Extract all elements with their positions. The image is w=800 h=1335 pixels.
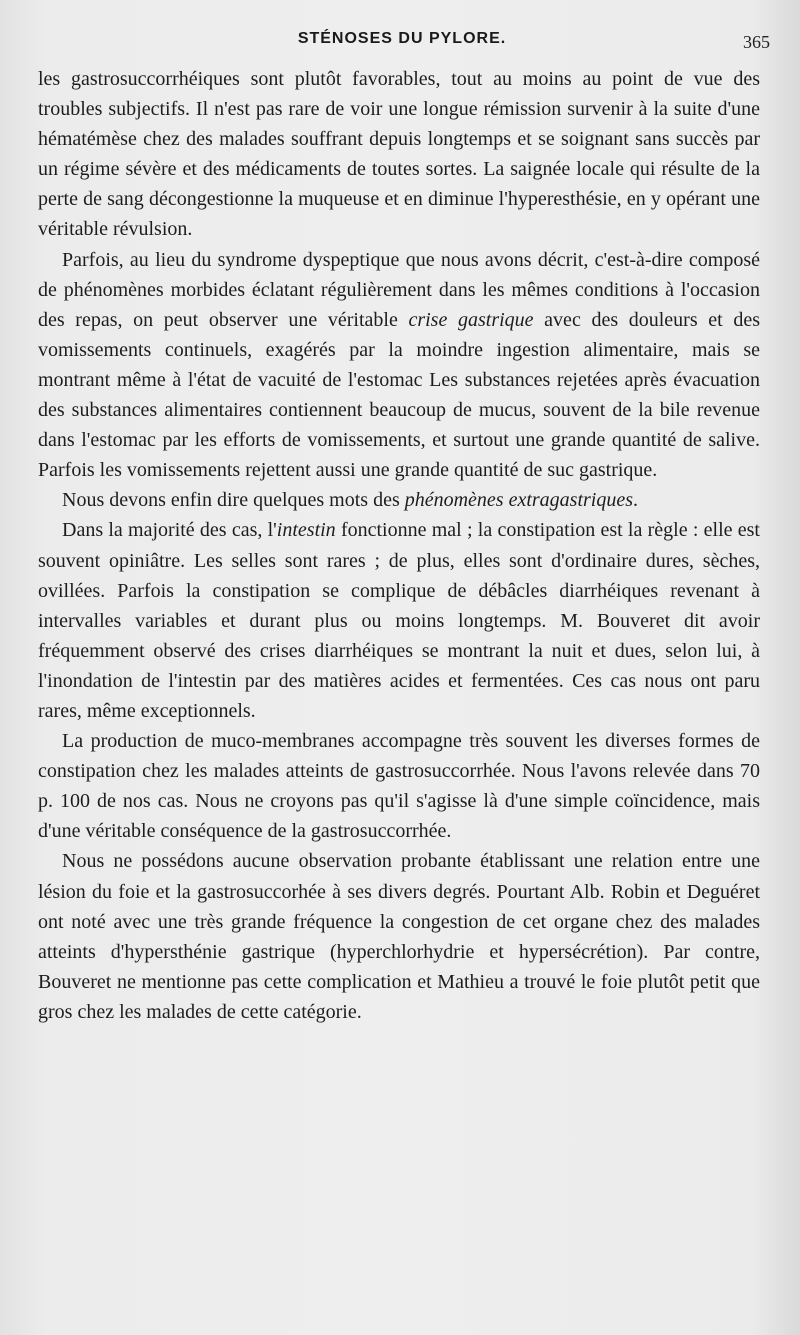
paragraph-text: les gastrosuccorrhéiques sont plutôt favorables, tout au moins au point de vue des troubles subjectifs. Il n'est pas rare de voir une longue rémission survenir à la suite d'une hématémèse chez des malades souffrant depuis longtemps et se soignant sans succès par un régime sévère et des médicaments de toutes sortes. La saignée locale qui résulte de la perte de sang décongestionne la muqueuse et en diminue l'hyperesthésie, en y opérant une véritable révulsion.: [38, 68, 760, 241]
paragraph: [38, 726, 760, 846]
paragraph-text: Nous ne possédons aucune observation probante établissant une relation entre une lésion du foie et la gastrosuccorhée à ses divers degrés. Pourtant Alb. Robin et Deguéret ont noté avec une très grande fréquence la congestion de cet organe chez des malades atteints d'hypersthénie gastrique (hyperchlorhydrie et hypersécrétion). Par contre, Bouveret ne mentionne pas cette complication et Mathieu a trouvé le foie plutôt petit que gros chez les malades de cette catégorie.: [38, 850, 760, 1023]
paragraph-text: La production de muco-membranes accompagne très souvent les diverses formes de constipation chez les malades atteints de gastrosuccorrhée. Nous l'avons relevée dans 70 p. 100 de nos cas. Nous ne croyons pas qu'il s'agisse là d'une simple coïncidence, mais d'une véritable conséquence de la gastrosuccorrhée.: [38, 730, 760, 843]
paragraph-text: avec des douleurs et des vomissements continuels, exagérés par la moindre ingestion alimentaire, mais se montrant même à l'état de vacuité de l'estomac Les substances rejetées après évacuation des substances alimentaires contiennent beaucoup de mucus, souvent de la bile revenue dans l'estomac par les efforts de vomissements, et surtout une grande quantité de salive. Parfois les vomissements rejettent aussi une grande quantité de suc gastrique.: [38, 308, 760, 482]
paragraph: [38, 515, 760, 726]
italic-text: crise gastrique: [408, 308, 534, 331]
running-title: STÉNOSES DU PYLORE.: [297, 30, 507, 47]
paragraph-text: Nous devons enfin dire quelques mots des: [62, 489, 405, 512]
italic-text: intestin: [276, 519, 336, 542]
paragraph-text: Dans la majorité des cas, l': [62, 519, 277, 542]
paragraph-text: fonctionne mal ; la constipation est la règle : elle est souvent opiniâtre. Les selles sont rares ; de plus, elles sont d'ordinaire dures, sèches, ovillées. Parfois la constipation se complique de débâcles diarrhéiques revenant à intervalles variables et durant plus ou moins longtemps. M. Bouveret dit avoir fréquemment observé des crises diarrhéiques se montrant la nuit et dues, selon lui, à l'inondation de l'intestin par des matières acides et fermentées. Ces cas nous ont paru rares, même exceptionnels.: [38, 519, 760, 722]
body-text: [38, 64, 760, 1027]
paragraph-text: .: [633, 489, 639, 512]
paragraph: [38, 846, 760, 1027]
italic-text: phénomènes extragastriques: [404, 489, 634, 512]
page-header: [38, 30, 770, 58]
paragraph: [38, 485, 760, 515]
paragraph-text: Parfois, au lieu du syndrome dyspeptique que nous avons décrit, c'est-à-dire composé de phénomènes morbides éclatant régulièrement dans les mêmes conditions à l'occasion des repas, on peut observer une véritable: [38, 248, 760, 331]
paragraph: [38, 245, 760, 486]
paragraph: [38, 64, 760, 245]
page-number: 365: [743, 32, 770, 52]
